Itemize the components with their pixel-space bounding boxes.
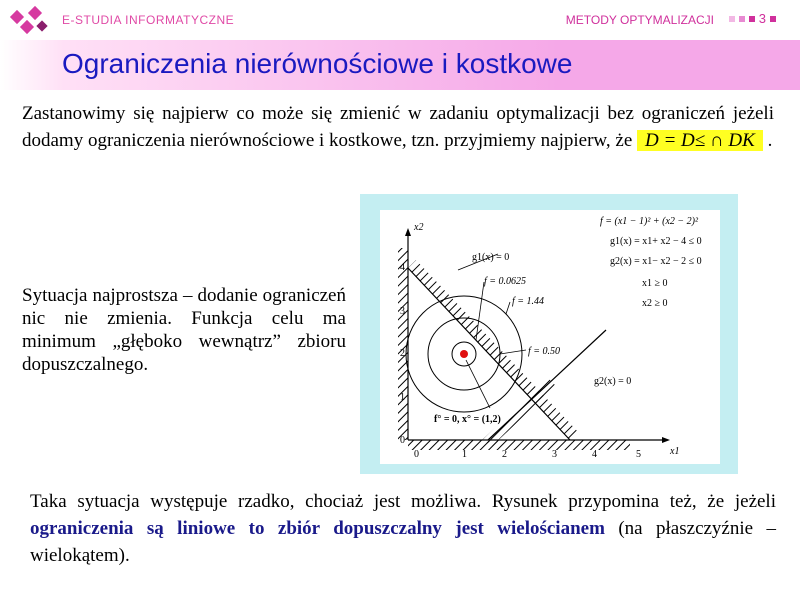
page-number: 3	[758, 11, 766, 26]
x-tick: 3	[552, 449, 557, 460]
nav-square-icon	[739, 16, 745, 22]
intro-period: .	[767, 130, 773, 151]
slide-title: Ograniczenia nierównościowe i kostkowe	[62, 48, 573, 79]
g1-label: g1(x) = 0	[472, 252, 510, 263]
x2-axis-arrow-icon	[405, 228, 411, 236]
x1-axis-arrow-icon	[662, 437, 670, 443]
feasible-region-diagram	[380, 210, 720, 464]
y-tick: 2	[400, 348, 405, 359]
bottom-text-bold: ograniczenia są liniowe to zbiór dopuszczalny jest wielościanem	[30, 518, 605, 539]
contour-label-1.44: f = 1.44	[512, 296, 545, 307]
nav-square-icon	[729, 16, 735, 22]
formula-highlight: D = D≤ ∩ DK	[637, 130, 763, 151]
y-tick: 3	[400, 306, 405, 317]
x-tick-labels	[414, 449, 641, 460]
equations	[600, 216, 702, 309]
equation-objective: f = (x1 − 1)² + (x2 − 2)²	[600, 216, 698, 227]
equation-g2: g2(x) = x1− x2 − 2 ≤ 0	[610, 256, 702, 267]
left-paragraph: Sytuacja najprostsza – dodanie ograniczeń nic nie zmienia. Funkcja celu ma minimum „głęboko wewnątrz” zbioru dopuszczalnego.	[22, 285, 346, 375]
equation-x2-bound: x2 ≥ 0	[642, 298, 668, 309]
x-tick: 0	[414, 449, 419, 460]
x-tick: 1	[462, 449, 467, 460]
x-tick: 5	[636, 449, 641, 460]
bottom-text-after: (na płaszczyźnie – wielokątem).	[30, 518, 777, 566]
nav-square-icon	[749, 16, 755, 22]
y-tick: 1	[400, 392, 405, 403]
bottom-text-before: Taka sytuacja występuje rzadko, chociaż jest możliwa. Rysunek przypomina też, że jeżeli	[30, 491, 776, 512]
equation-g1: g1(x) = x1+ x2 − 4 ≤ 0	[610, 236, 702, 247]
x-tick: 4	[592, 449, 597, 460]
y-tick: 4	[400, 262, 405, 273]
g2-label: g2(x) = 0	[594, 376, 632, 387]
y-tick: 0	[400, 435, 405, 446]
header	[0, 0, 800, 40]
label-leader	[506, 302, 510, 314]
logo-icon	[8, 4, 52, 40]
contour-label-0.0625: f = 0.0625	[484, 276, 527, 287]
optimum-point	[460, 350, 468, 358]
page-indicator	[729, 11, 776, 26]
x1-axis-label: x1	[670, 446, 680, 457]
optimum-label: f° = 0, x° = (1,2)	[434, 414, 501, 425]
bottom-paragraph	[30, 488, 776, 569]
section-title: METODY OPTYMALIZACJI	[565, 13, 714, 27]
intro-text: Zastanowimy się najpierw co może się zmienić w zadaniu optymalizacji bez ograniczeń jeżeli dodamy ograniczenia nierównościowe i kostkowe, tzn. przyjmiemy najpierw, że	[22, 103, 774, 151]
x2-axis-label: x2	[414, 222, 424, 233]
label-leader	[466, 360, 490, 408]
brand-name: E-STUDIA INFORMATYCZNE	[62, 13, 235, 27]
contour-label-0.50: f = 0.50	[528, 346, 561, 357]
intro-paragraph	[22, 100, 774, 154]
nav-square-icon	[770, 16, 776, 22]
x-tick: 2	[502, 449, 507, 460]
figure-panel	[380, 210, 720, 464]
equation-x1-bound: x1 ≥ 0	[642, 278, 668, 289]
